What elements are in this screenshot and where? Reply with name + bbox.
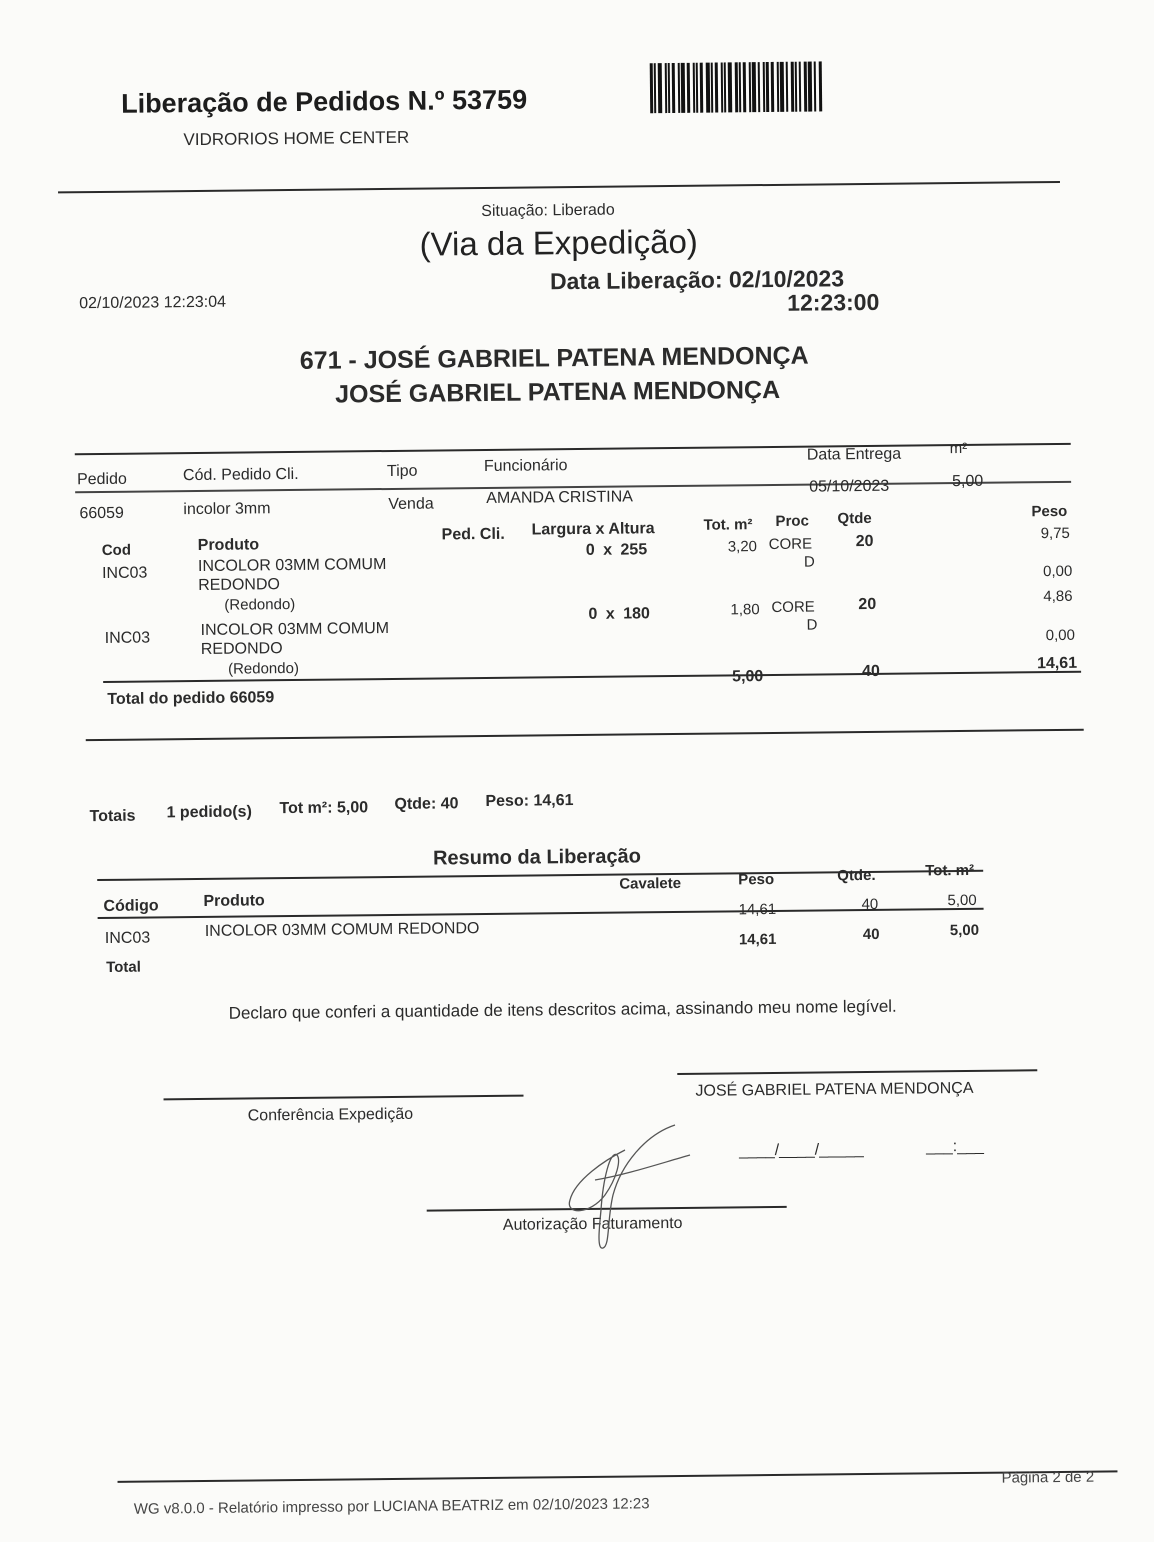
barcode-bar	[658, 63, 663, 113]
status-text: Situação: Liberado	[481, 201, 615, 221]
item-dims: 0 x 180	[588, 605, 650, 623]
item-produto-line2: REDONDO	[198, 576, 281, 594]
item-produto-line3: (Redondo)	[224, 595, 296, 614]
col-largura-altura: Largura x Altura	[531, 520, 655, 539]
item-produto-line2: REDONDO	[200, 640, 283, 658]
header-divider	[58, 181, 1060, 193]
item-proc-line2: D	[806, 616, 818, 634]
order-total-m2: 5,00	[732, 668, 764, 686]
item-peso: 9,75	[1040, 524, 1070, 543]
col-ped-cli: Ped. Cli.	[441, 525, 505, 544]
label-cod-pedido-cli: Cód. Pedido Cli.	[182, 465, 299, 485]
print-datetime: 02/10/2023 12:23:04	[79, 293, 227, 313]
item-proc-line2: D	[803, 553, 815, 571]
label-pedido: Pedido	[76, 470, 127, 489]
customer-name: JOSÉ GABRIEL PATENA MENDONÇA	[335, 375, 781, 409]
barcode-bar	[654, 63, 657, 113]
resumo-col-cavalete: Cavalete	[619, 874, 682, 893]
order-total-qtde: 40	[862, 662, 880, 681]
col-peso: Peso	[1031, 502, 1068, 521]
barcode-bar	[786, 62, 789, 112]
item-tot-m2: 1,80	[730, 601, 760, 619]
resumo-qtde: 40	[861, 895, 879, 914]
barcode-bar	[758, 62, 761, 112]
conferencia-signature-line	[164, 1095, 524, 1101]
release-time: 12:23:00	[787, 288, 880, 316]
totais-qtde: Qtde: 40	[394, 795, 459, 813]
barcode-bar	[791, 62, 795, 112]
barcode-bar	[711, 63, 714, 113]
barcode-bar	[724, 62, 727, 112]
item-qtde: 20	[858, 595, 877, 614]
resumo-col-peso: Peso	[738, 870, 775, 889]
resumo-total-peso: 14,61	[738, 930, 777, 949]
barcode-bar	[799, 62, 802, 112]
barcode-bar	[650, 63, 654, 113]
item-proc: CORE	[768, 535, 813, 554]
order-top-line	[75, 443, 1071, 455]
company-name: VIDRORIOS HOME CENTER	[183, 127, 410, 150]
barcode-bar	[743, 62, 747, 112]
value-m2: 5,00	[952, 472, 984, 491]
declaration-text: Declaro que conferi a quantidade de itens descritos acima, assinando meu nome legível.	[228, 996, 897, 1023]
barcode-bar	[808, 62, 813, 112]
page-number: Página 2 de 2	[1001, 1468, 1095, 1487]
document-title: Liberação de Pedidos N.º 53759	[120, 84, 528, 119]
resumo-peso: 14,61	[738, 900, 777, 919]
order-bottom-line	[86, 729, 1084, 741]
barcode-bar	[804, 62, 808, 112]
barcode-bar	[706, 63, 711, 113]
totais-m2: Tot m²: 5,00	[279, 799, 369, 818]
barcode-bar	[687, 63, 691, 113]
item-produto: INCOLOR 03MM COMUM	[197, 556, 387, 575]
barcode-bar	[672, 63, 676, 113]
value-funcionario: AMANDA CRISTINA	[486, 488, 634, 507]
resumo-total-tot-m2: 5,00	[949, 921, 980, 940]
order-total-label: Total do pedido 66059	[107, 689, 275, 708]
barcode-bar	[819, 61, 823, 111]
value-tipo: Venda	[388, 495, 434, 513]
item-proc: CORE	[771, 598, 815, 616]
release-date: Data Liberação: 02/10/2023	[549, 265, 845, 295]
barcode-bar	[728, 62, 733, 112]
barcode-bar	[814, 61, 817, 111]
resumo-title: Resumo da Liberação	[432, 845, 641, 870]
barcode-bar	[780, 62, 785, 112]
copy-type: (Via da Expedição)	[419, 222, 699, 263]
autorizacao-label: Autorização Faturamento	[502, 1214, 683, 1234]
printed-by-footer: WG v8.0.0 - Relatório impresso por LUCIANA BEATRIZ em 02/10/2023 12:23	[133, 1495, 650, 1518]
resumo-col-codigo: Código	[103, 897, 159, 915]
totais-peso: Peso: 14,61	[485, 792, 574, 810]
resumo-total-label: Total	[106, 958, 141, 976]
totais-pedidos: 1 pedido(s)	[166, 803, 252, 822]
label-m2: m²	[949, 439, 968, 458]
item-produto-line3: (Redondo)	[227, 659, 300, 678]
item-peso-extra: 0,00	[1042, 562, 1073, 581]
item-tot-m2: 3,20	[727, 538, 758, 556]
barcode-bar	[771, 62, 775, 112]
conferencia-label: Conferência Expedição	[247, 1105, 414, 1125]
customer-code-name: 671 - JOSÉ GABRIEL PATENA MENDONÇA	[299, 341, 809, 375]
resumo-produto: INCOLOR 03MM COMUM REDONDO	[204, 920, 480, 940]
col-proc: Proc	[775, 512, 809, 530]
resumo-col-produto: Produto	[203, 892, 265, 910]
time-blank: ___:___	[925, 1137, 985, 1156]
footer-line	[118, 1470, 1118, 1482]
barcode-bar	[752, 62, 757, 112]
value-pedido: 66059	[79, 504, 124, 523]
resumo-col-tot-m2: Tot. m²	[925, 861, 975, 880]
col-produto: Produto	[197, 536, 260, 554]
barcode-bar	[739, 62, 742, 112]
label-funcionario: Funcionário	[483, 457, 568, 475]
customer-signature-line	[677, 1069, 1037, 1075]
label-tipo: Tipo	[386, 462, 418, 481]
barcode-bar	[766, 62, 770, 112]
resumo-tot-m2: 5,00	[947, 891, 977, 910]
order-total-peso: 14,61	[1036, 654, 1078, 673]
date-blank: ____/____/_____	[739, 1141, 864, 1160]
col-cod: Cod	[101, 541, 132, 559]
barcode-bar	[735, 62, 739, 112]
item-dims: 0 x 255	[585, 541, 648, 559]
barcode-bar	[795, 62, 798, 112]
barcode-bar	[715, 63, 719, 113]
totais-label: Totais	[89, 807, 136, 826]
barcode-bar	[696, 63, 699, 113]
item-cod: INC03	[101, 564, 148, 582]
resumo-total-qtde: 40	[862, 925, 880, 944]
item-qtde: 20	[855, 532, 874, 551]
item-cod: INC03	[104, 629, 151, 647]
barcode	[650, 61, 826, 113]
col-tot-m2: Tot. m²	[703, 516, 753, 534]
handwritten-signature	[555, 1120, 705, 1260]
barcode-bar	[668, 63, 671, 113]
resumo-codigo: INC03	[104, 929, 151, 947]
customer-signature-name: JOSÉ GABRIEL PATENA MENDONÇA	[695, 1079, 974, 1100]
label-data-entrega: Data Entrega	[806, 445, 902, 464]
item-peso: 4,86	[1043, 587, 1073, 606]
barcode-bar	[700, 63, 704, 113]
col-qtde: Qtde	[837, 509, 872, 528]
resumo-col-qtde: Qtde.	[837, 866, 876, 885]
value-cod-pedido-cli: incolor 3mm	[183, 500, 271, 519]
item-peso-extra: 0,00	[1045, 626, 1076, 645]
item-produto: INCOLOR 03MM COMUM	[200, 619, 390, 639]
barcode-bar	[681, 63, 686, 113]
value-data-entrega: 05/10/2023	[809, 477, 890, 496]
